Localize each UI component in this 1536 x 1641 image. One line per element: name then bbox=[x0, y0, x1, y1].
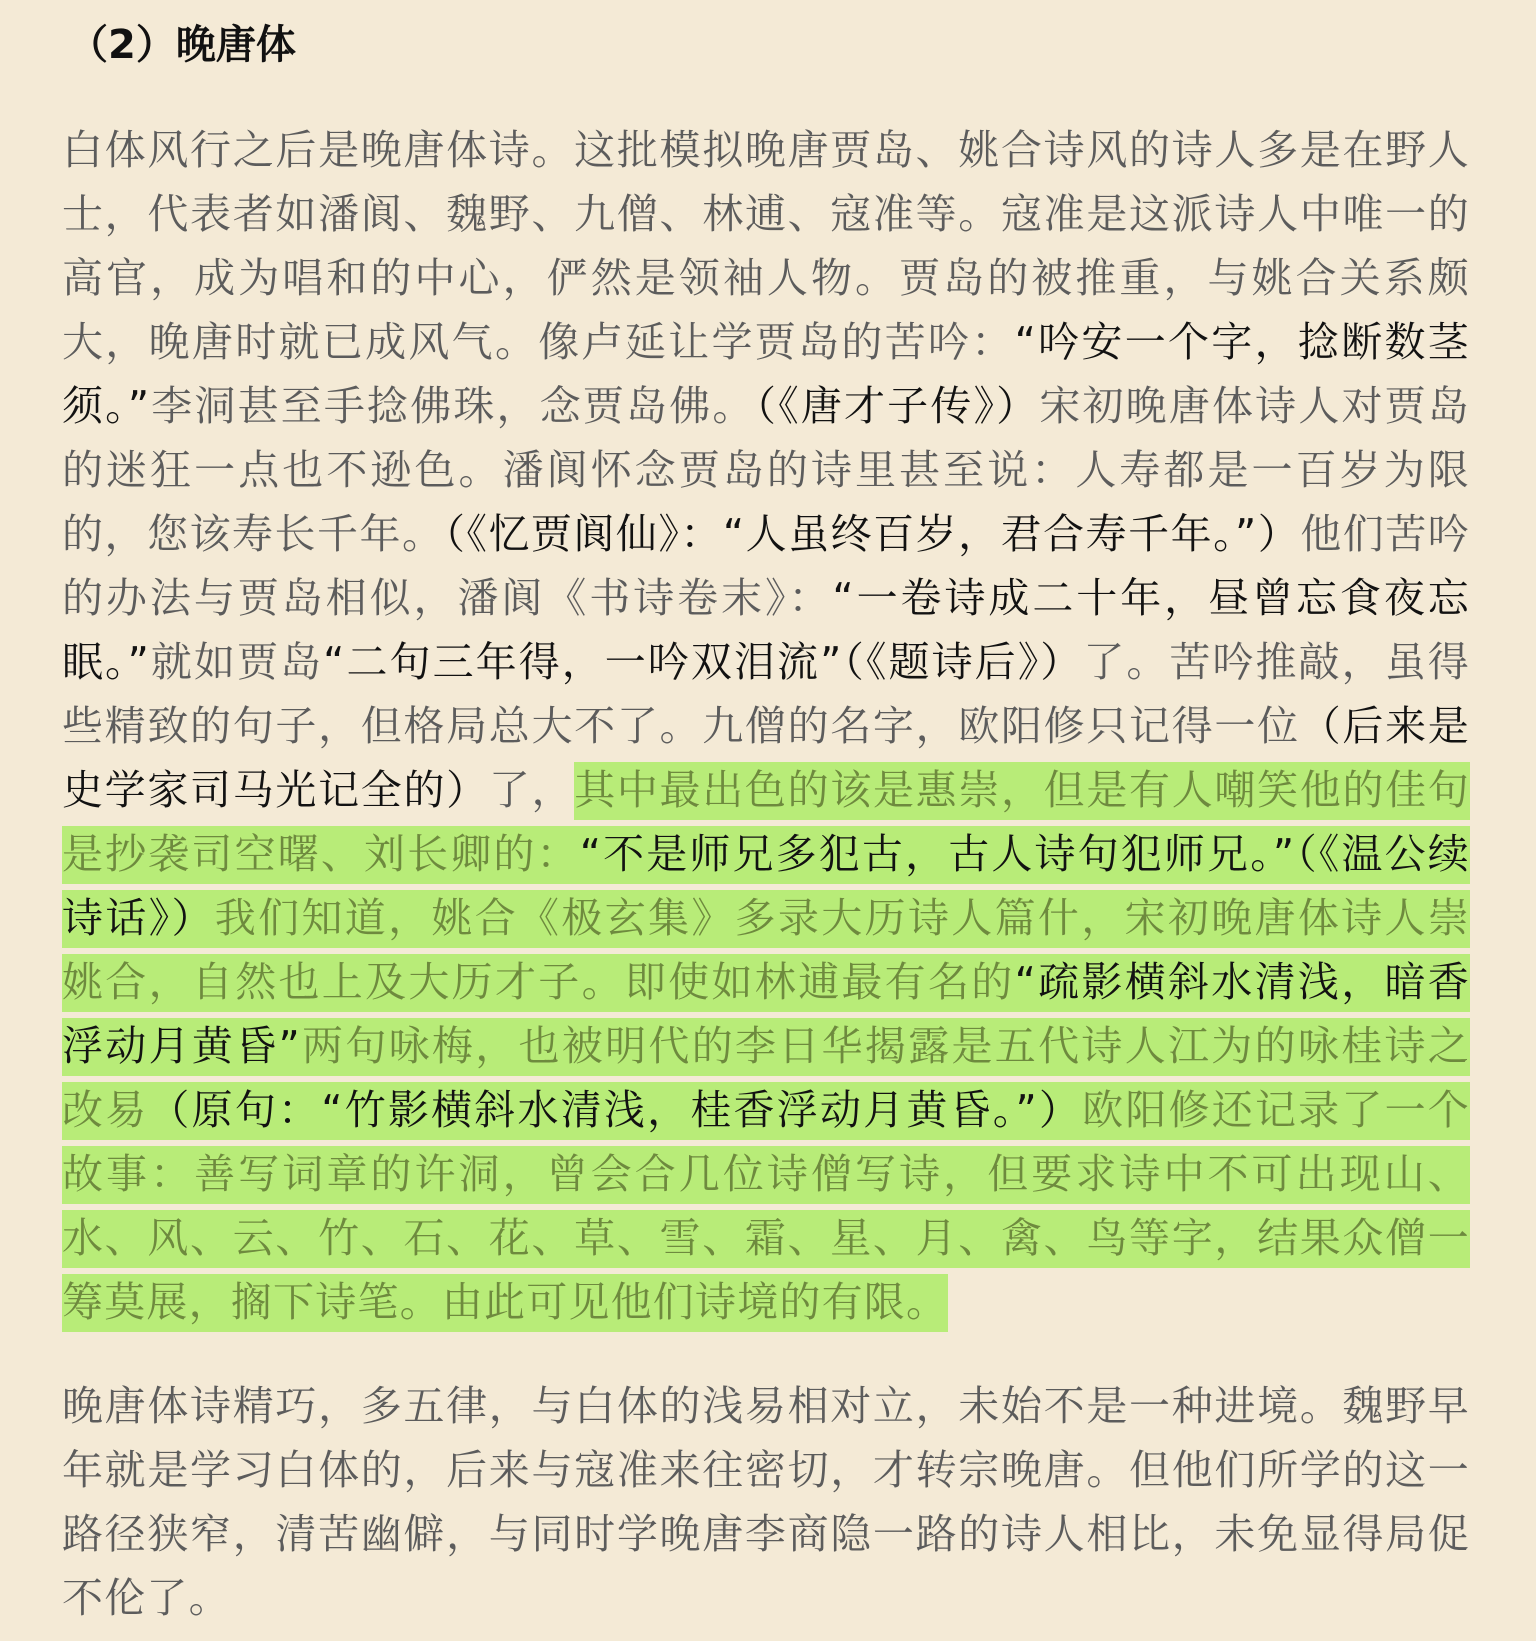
section-heading: （2）晚唐体 bbox=[68, 22, 296, 68]
text-run: 宋初晚唐体诗人对贾岛的迷狂一点也不逊色。潘阆怀念贾岛的诗里甚至说：人寿都是一百岁为限的，您该寿长千年。 bbox=[62, 382, 1471, 558]
parenthetical: （后来是史学家司马光记全的） bbox=[62, 702, 1470, 814]
text-run: 就如贾岛 bbox=[150, 638, 324, 686]
quotation: “二句三年得，一吟双泪流”（《题诗后》） bbox=[323, 638, 1084, 686]
citation: （《唐才子传》） bbox=[755, 382, 1040, 430]
paragraph-2[interactable]: 晚唐体诗精巧，多五律，与白体的浅易相对立，未始不是一种进境。魏野早年就是学习白体的，后来与寇准来往密切，才转宗晚唐。但他们所学的这一路径狭窄，清苦幽僻，与同时学晚唐李商隐一路的诗人相比，未免显得局促不伦了。 bbox=[62, 1382, 1470, 1622]
highlight-run: 两句咏梅，也被明代的李日华揭露是五代诗人江为的咏桂诗之改易 bbox=[62, 1022, 1470, 1134]
highlight-run: 欧阳修还记录了一个故事：善写词章的许洞，曾会合几位诗僧写诗，但要求诗中不可出现山、水、风、云、竹、石、花、草、雪、霜、星、月、禽、鸟等字，结果众僧一筹莫展，搁下诗笔。由此可见他们诗境的有限。 bbox=[62, 1086, 1470, 1326]
paragraph-1[interactable] bbox=[62, 118, 1470, 1334]
highlight-quotation: （原句：“竹影横斜水清浅，桂香浮动月黄昏。”） bbox=[148, 1086, 1083, 1134]
citation: （《忆贾阆仙》：“人虽终百岁，君合寿千年。”） bbox=[444, 510, 1301, 558]
quotation: “一卷诗成二十年，昼曾忘食夜忘眠。” bbox=[62, 574, 1470, 686]
highlight-quotation: “不是师兄多犯古，古人诗句犯师兄。”（《温公续诗话》） bbox=[62, 830, 1470, 942]
text-highlight[interactable] bbox=[62, 762, 1470, 1332]
text-run: 了。苦吟推敲，虽得些精致的句子，但格局总大不了。九僧的名字，欧阳修只记得一位 bbox=[62, 638, 1470, 750]
highlight-quotation: “疏影横斜水清浅，暗香浮动月黄昏” bbox=[62, 958, 1470, 1070]
text-run: 李洞甚至手捻佛珠，念贾岛佛。 bbox=[150, 382, 756, 430]
text-run: 了， bbox=[488, 766, 575, 814]
quotation: “吟安一个字，捻断数茎须。” bbox=[62, 318, 1470, 430]
highlight-run: 我们知道，姚合《极玄集》多录大历诗人篇什，宋初晚唐体诗人崇姚合，自然也上及大历才子。即使如林逋最有名的 bbox=[62, 894, 1470, 1006]
highlight-run: 其中最出色的该是惠崇，但是有人嘲笑他的佳句是抄袭司空曙、刘长卿的： bbox=[62, 766, 1471, 878]
text-run: 白体风行之后是晚唐体诗。这批模拟晚唐贾岛、姚合诗风的诗人多是在野人士，代表者如潘阆、魏野、九僧、林逋、寇准等。寇准是这派诗人中唯一的高官，成为唱和的中心，俨然是领袖人物。贾岛的被推重，与姚合关系颇大，晚唐时就已成风气。像卢延让学贾岛的苦吟： bbox=[62, 126, 1470, 366]
text-run: 他们苦吟的办法与贾岛相似，潘阆《书诗卷末》： bbox=[62, 510, 1470, 622]
